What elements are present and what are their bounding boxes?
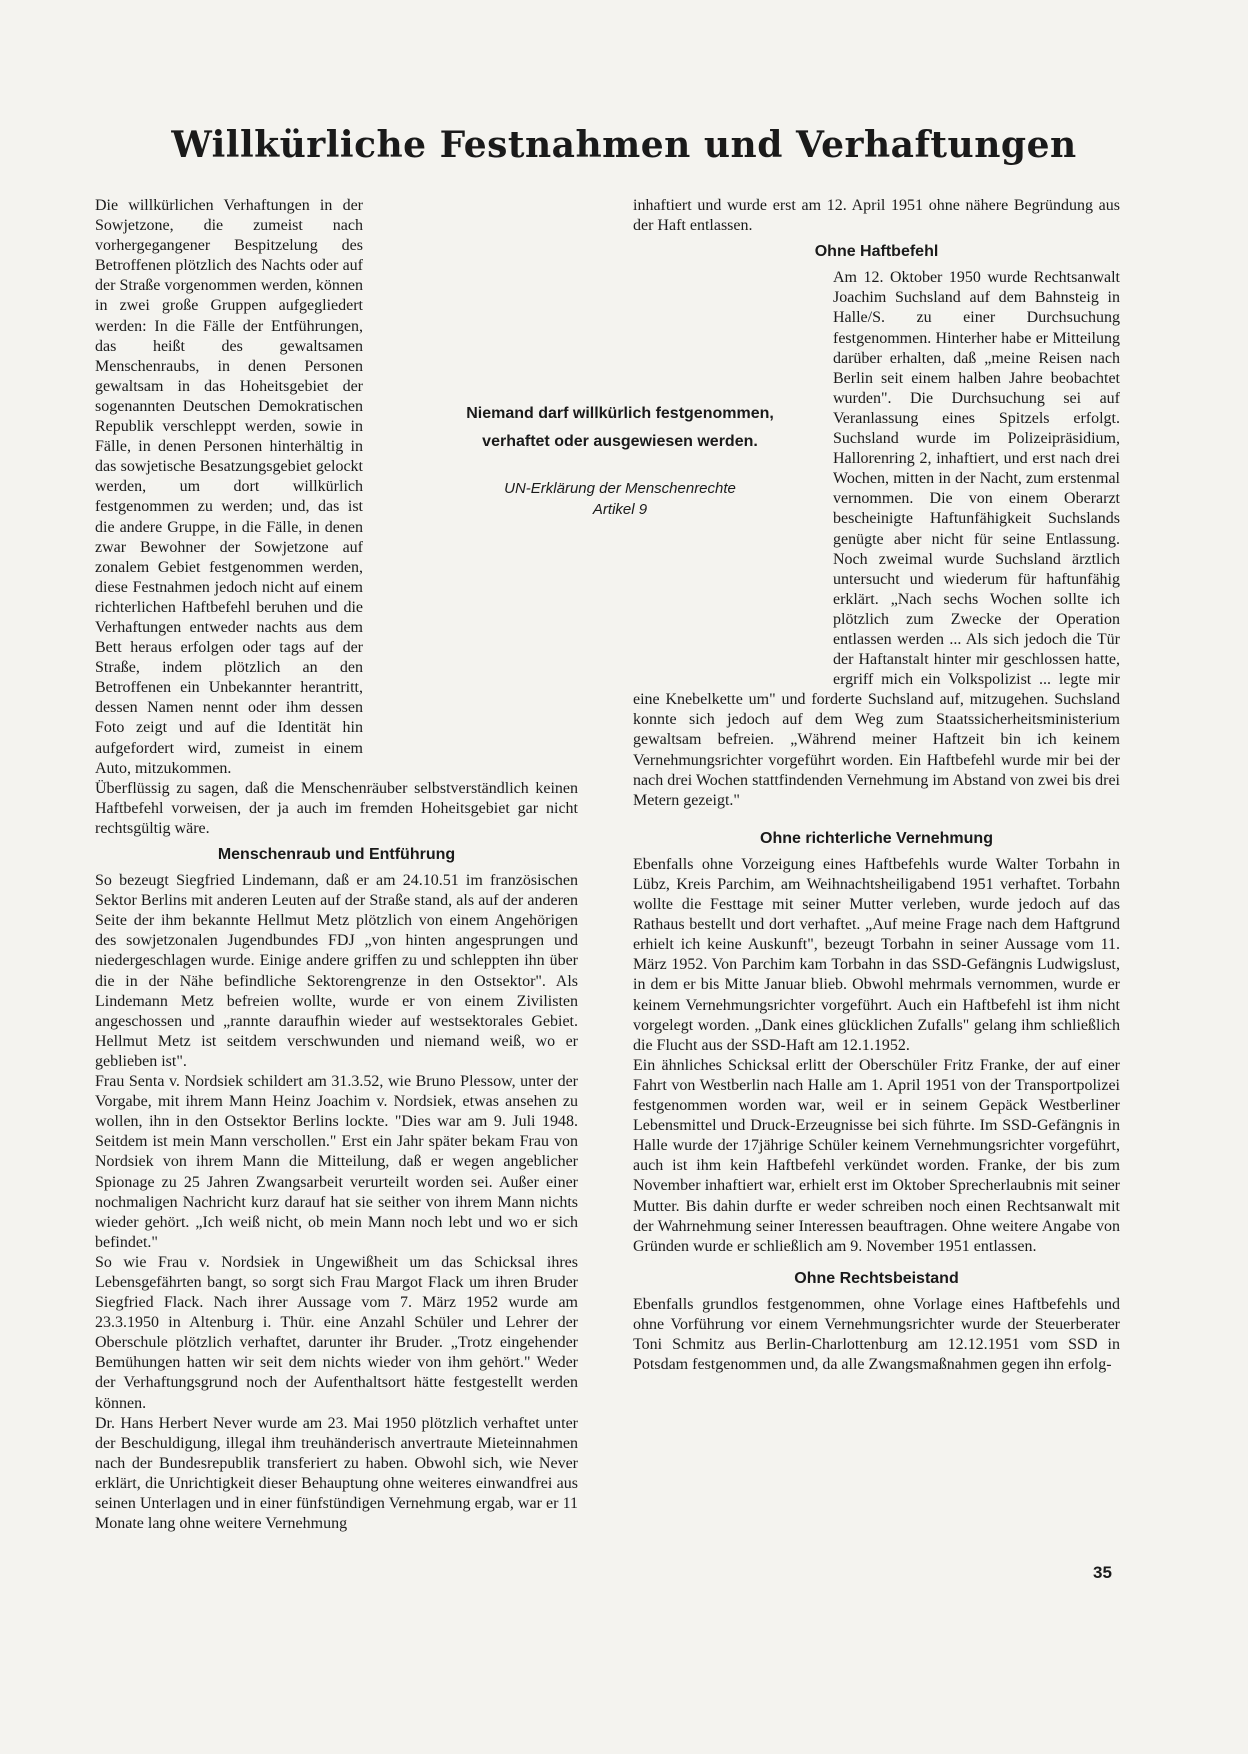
paragraph: Ein ähnliches Schicksal erlitt der Oberschüler Fritz Franke, der auf einer Fahrt von Westberlin nach Halle am 1. April 1951 von der Transportpolizei festgenommen worden war, weil er in seinem Gepäck Westberliner Lebensmittel und Druck-Erzeugnisse bei sich führte. Im SSD-Gefängnis in Halle wurde der 17jährige Schüler keinem Vernehmungsrichter vorgeführt, auch ist ihm kein Haftbefehl verkündet worden. Franke, der bis zum November inhaftiert war, erhielt erst im Oktober Sprecherlaubnis mit seiner Mutter. Bis dahin durfte er weder schreiben noch einen Rechtsanwalt mit der Wahrnehmung seiner Interessen beauftragen. Ohne weitere Angabe von Gründen wurde er schließlich am 9. November 1951 entlassen. — [633, 1056, 1120, 1255]
article-title: Willkürliche Festnahmen und Verhaftungen — [171, 124, 1077, 166]
paragraph: Am 12. Oktober 1950 wurde Rechtsanwalt Joachim Suchsland auf dem Bahnsteig in Halle/S. zu einer Durchsuchung festgenommen. Hinterher habe er Mitteilung darüber erhalten, daß „meine Reisen nach Berlin seit einem halben Jahre beobachtet wurden". Die Durchsuchung sei auf Veranlassung eines Spitzels erfolgt. Suchsland wurde im Polizeipräsidium, Hallorenring 2, inhaftiert, und erst nach drei Wochen, mitten in der Nacht, zum erstenmal vernommen. Die von einem Oberarzt bescheinigte Haftunfähigkeit Suchslands genügte aber nicht für seine Entlassung. Noch zweimal wurde Suchsland ärztlich untersucht und wiederum für haftunfähig erklärt. „Nach sechs Wochen sollte ich plötzlich zum Zwecke der Operation entlassen werden ... Als sich jedoch die Tür der Haftanstalt hinter mir geschlossen hatte, ergriff mich ein Volkspolizist ... legte mir eine Knebelkette um" und forderte Suchsland auf, mitzugehen. Suchsland konnte sich jedoch auf dem Weg zum Staatssicherheitsministerium gewaltsam befreien. „Während meiner Haftzeit bin ich keinem Vernehmungsrichter vorgeführt worden. Ein Haftbefehl wurde mir bei der nach drei Wochen stattfindenden Vernehmung im Abstand von zwei bis drei Metern gezeigt." — [633, 269, 1120, 809]
pull-quote — [430, 400, 810, 520]
paragraph: Frau Senta v. Nordsiek schildert am 31.3.52, wie Bruno Plessow, unter der Vorgabe, mit ihrem Mann Heinz Joachim v. Nordsiek, etwas ansehen zu wollen, ihn in den Ostsektor Berlins lockte. "Dies war am 9. Juli 1948. Seitdem ist mein Mann verschollen." Erst ein Jahr später bekam Frau von Nordsiek von ihrem Mann die Mitteilung, daß er wegen angeblicher Spionage zu 25 Jahren Zwangsarbeit verurteilt worden sei. Außer einer nochmaligen Nachricht kurz darauf hat sie seither von ihrem Mann nichts wieder gehört. „Ich weiß nicht, ob mein Mann noch lebt und wo er sich befindet." — [95, 1073, 578, 1251]
paragraph: Überflüssig zu sagen, daß die Menschenräuber selbstverständlich keinen Haftbefehl vorweisen, der ja auch im fremden Hoheitsgebiet gar nicht rechtsgültig wäre. — [95, 779, 578, 837]
paragraph: Dr. Hans Herbert Never wurde am 23. Mai 1950 plötzlich verhaftet unter der Beschuldigung, illegal ihm treuhänderisch anvertraute Mieteinnahmen nach der Bundesrepublik transferiert zu haben. Obwohl sich, wie Never erklärt, die Unrichtigkeit dieser Behauptung ohne weiteres einwandfrei aus seinen Unterlagen und in einer fünfstündigen Vernehmung ergab, war er 11 Monate lang ohne weitere Vernehmung — [95, 1414, 578, 1533]
section-heading: Menschenraub und Entführung — [217, 846, 456, 863]
paragraph: Ebenfalls ohne Vorzeigung eines Haftbefehls wurde Walter Torbahn in Lübz, Kreis Parchim, am Weihnachtsheiligabend 1951 verhaftet. Torbahn wollte die Festtage mit seiner Mutter verleben, wurde jedoch auf das Rathaus bestellt und dort verhaftet. „Auf meine Frage nach dem Haftgrund erhielt ich keine Auskunft", bezeugt Torbahn in seiner Aussage vom 11. März 1952. Von Parchim kam Torbahn in das SSD-Gefängnis Ludwigslust, in dem er bis Mitte Januar blieb. Obwohl mehrmals vernommen, wurde er keinem Vernehmungsrichter vorgeführt. Auch ein Haftbefehl ist ihm nicht vorgelegt worden. „Dank eines glücklichen Zufalls" gelang ihm schließlich die Flucht aus der SSD-Haft am 12.1.1952. — [633, 855, 1120, 1054]
paragraph: Ebenfalls grundlos festgenommen, ohne Vorlage eines Haftbefehls und ohne Vorführung vor einem Vernehmungsrichter wurde der Steuerberater Toni Schmitz aus Berlin-Charlottenburg am 12.12.1951 vom SSD in Potsdam festgenommen und, da alle Zwangsmaßnahmen gegen ihn erfolg- — [633, 1295, 1120, 1374]
section-heading: Ohne Haftbefehl — [814, 243, 939, 261]
quote-source-line: UN-Erklärung der Menschenrechte — [504, 480, 736, 497]
paragraph: Die willkürlichen Verhaftungen in der Sowjetzone, die zumeist nach vorhergegangener Bespitzelung des Betroffenen plötzlich des Nachts oder auf der Straße vorgenommen werden, können in zwei große Gruppen aufgegliedert werden: In die Fälle der Entführungen, das heißt des gewaltsamen Menschenraubs, in denen Personen gewaltsam in das Hoheitsgebiet der sogenannten Deutschen Demokratischen Republik verschleppt werden, sowie in Fälle, in denen Personen hinterhältig in das sowjetische Besatzungsgebiet gelockt werden, um dort willkürlich festgenommen zu werden; und, das ist die andere Gruppe, in die Fälle, in denen zwar Bewohner der Sowjetzone auf zonalem Gebiet festgenommen werden, diese Festnahmen jedoch nicht auf einem richterlichen Haftbefehl beruhen und die Verhaftungen entweder nachts aus dem Bett heraus erfolgen oder tags auf der Straße, indem plötzlich an den Betroffenen ein Unbekannter herantritt, dessen Namen nennt oder ihm dessen Foto zeigt und auf die Identität hin aufgefordert wird, zumeist in einem Auto, mitzukommen. — [95, 197, 363, 777]
paragraph: So bezeugt Siegfried Lindemann, daß er am 24.10.51 im französischen Sektor Berlins mit anderen Leuten auf der Straße stand, als auf der anderen Seite der ihm bekannte Hellmut Metz plötzlich von einem Angehörigen des sowjetzonalen Jugendbundes FDJ „von hinten angesprungen und niedergeschlagen wurde. Einige andere griffen zu und schleppten ihn über die in der Nähe befindliche Sektorengrenze in den Ostsektor". Als Lindemann Metz befreien wollte, wurde er von einem Zivilisten angeschossen und „rannte daraufhin wieder auf westsektorales Gebiet. Hellmut Metz ist seitdem verschwunden und niemand weiß, wo er geblieben ist". — [95, 872, 578, 1070]
page-number: 35 — [1093, 1563, 1112, 1582]
quote-source-line: Artikel 9 — [592, 501, 648, 518]
quote-line: Niemand darf willkürlich festgenommen, — [466, 405, 774, 422]
quote-line: verhaftet oder ausgewiesen werden. — [482, 433, 758, 450]
quote-source — [430, 478, 810, 520]
section-heading: Ohne richterliche Vernehmung — [760, 829, 993, 847]
right-column — [633, 196, 1120, 1375]
left-column — [95, 196, 578, 1534]
paragraph: inhaftiert und wurde erst am 12. April 1951 ohne nähere Begründung aus der Haft entlassen. — [633, 197, 1120, 235]
section-heading: Ohne Rechtsbeistand — [794, 1269, 959, 1287]
paragraph: So wie Frau v. Nordsiek in Ungewißheit um das Schicksal ihres Lebensgefährten bangt, so sorgt sich Frau Margot Flack um ihren Bruder Siegfried Flack. Nach ihrer Aussage vom 7. März 1952 wurde am 23.3.1950 in Altenburg i. Thür. eine Anzahl Schüler und Lehrer der Oberschule plötzlich verhaftet, darunter ihr Bruder. „Trotz eingehender Bemühungen hatten wir seit dem nichts wieder von ihm gehört." Weder der Verhaftungsgrund noch der Aufenthaltsort hätte festgestellt werden können. — [95, 1253, 578, 1412]
